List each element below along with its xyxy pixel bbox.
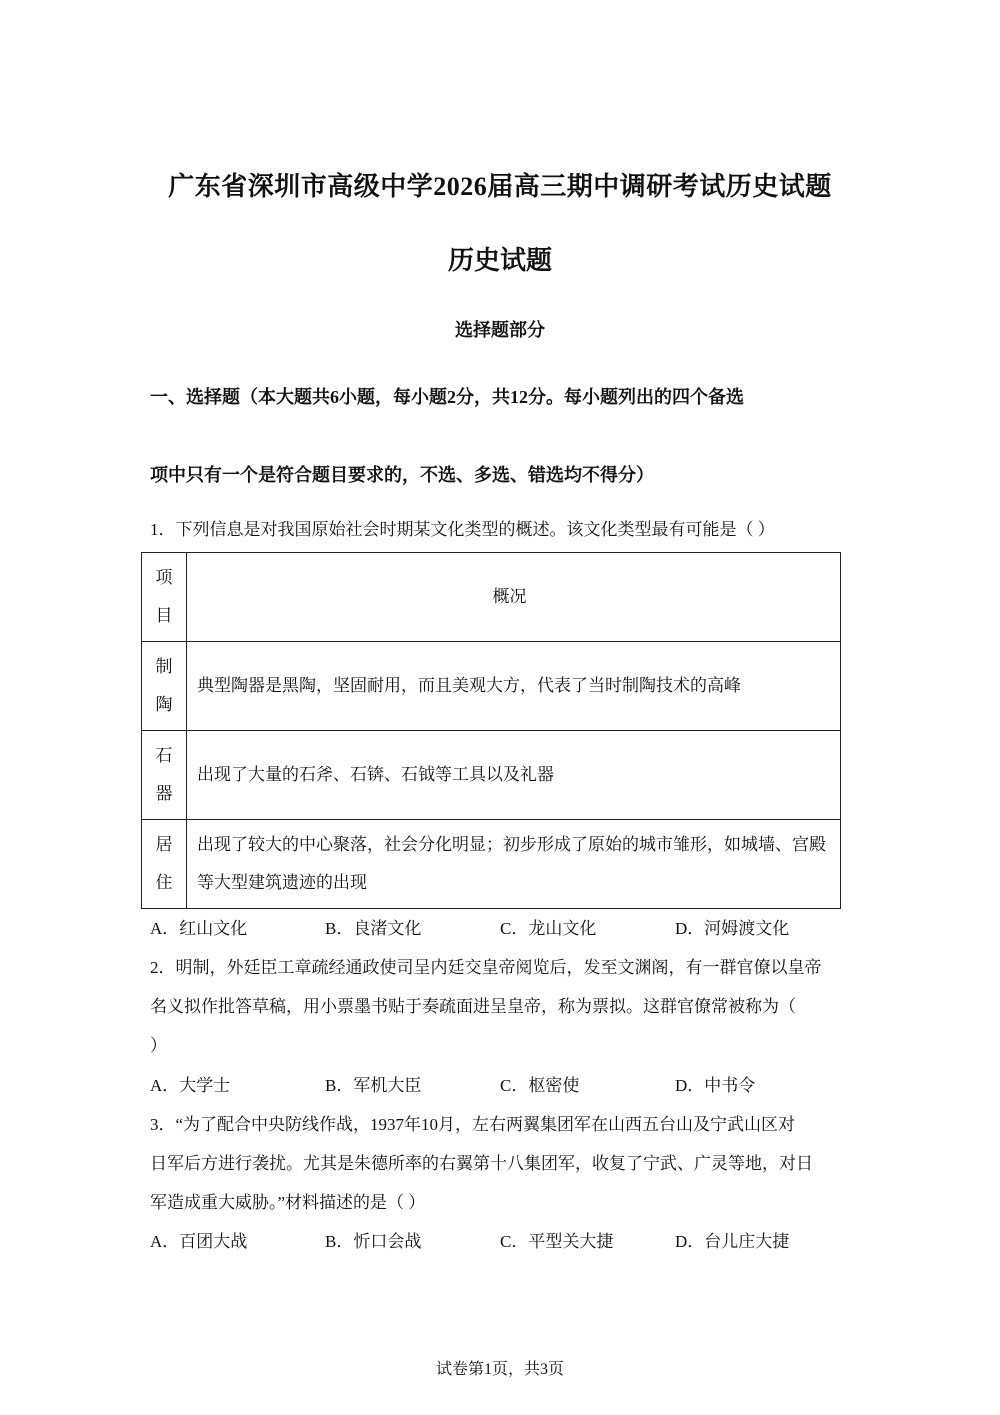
instructions-line-2: 项中只有一个是符合题目要求的，不选、多选、错选均不得分）	[150, 465, 654, 485]
document-subtitle: 历史试题	[447, 246, 552, 275]
table-row-key	[142, 731, 187, 820]
table-header-key	[142, 553, 187, 642]
question-1-stem: 1．下列信息是对我国原始社会时期某文化类型的概述。该文化类型最有可能是（ ）	[150, 520, 775, 539]
question-3-stem-line: 3．“为了配合中央防线作战，1937年10月，左右两翼集团军在山西五台山及宁武山区对	[150, 1115, 796, 1134]
table-row-value: 出现了较大的中心聚落，社会分化明显；初步形成了原始的城市雏形，如城墙、宫殿等大型建筑遗迹的出现	[187, 820, 841, 909]
option-a: A．红山文化	[150, 919, 248, 938]
option-c: C．平型关大捷	[500, 1232, 614, 1251]
option-c: C．枢密使	[500, 1076, 580, 1095]
option-d: D．中书令	[675, 1076, 756, 1095]
document-title: 广东省深圳市高级中学2026届高三期中调研考试历史试题	[168, 172, 832, 201]
option-b: B．军机大臣	[325, 1076, 422, 1095]
question-2-stem-line: ）	[150, 1036, 167, 1055]
table-row	[142, 820, 841, 909]
table-header-value: 概况	[187, 553, 841, 642]
table-row	[142, 642, 841, 731]
option-d: D．河姆渡文化	[675, 919, 790, 938]
table-row-value: 典型陶器是黑陶，坚固耐用，而且美观大方，代表了当时制陶技术的高峰	[187, 642, 841, 731]
question-3-stem-line: 日军后方进行袭扰。尤其是朱德所率的右翼第十八集团军，收复了宁武、广灵等地，对日	[150, 1154, 813, 1173]
instructions-line-1: 一、选择题（本大题共6小题，每小题2分，共12分。每小题列出的四个备选	[150, 387, 744, 407]
table-row-key-text: 居住	[155, 835, 173, 892]
question-2-stem-line: 2．明制，外廷臣工章疏经通政使司呈内廷交皇帝阅览后，发至文渊阁，有一群官僚以皇帝	[150, 958, 822, 977]
table-row-key-text: 制陶	[155, 657, 173, 714]
table-row-key	[142, 820, 187, 909]
table-row	[142, 731, 841, 820]
option-b: B．忻口会战	[325, 1232, 422, 1251]
question-2-stem-line: 名义拟作批答草稿，用小票墨书贴于奏疏面进呈皇帝，称为票拟。这群官僚常被称为（	[150, 997, 796, 1016]
table-row-key-text: 石器	[155, 746, 173, 803]
option-a: A．大学士	[150, 1076, 231, 1095]
table-header-row	[142, 553, 841, 642]
table-row-key	[142, 642, 187, 731]
option-d: D．台儿庄大捷	[675, 1232, 790, 1251]
option-a: A．百团大战	[150, 1232, 248, 1251]
table-row-value: 出现了大量的石斧、石锛、石钺等工具以及礼器	[187, 731, 841, 820]
section-title: 选择题部分	[455, 320, 545, 340]
table-header-key-text: 项目	[155, 568, 173, 625]
option-c: C．龙山文化	[500, 919, 597, 938]
page-footer: 试卷第1页，共3页	[435, 1361, 564, 1378]
question-1-table	[141, 552, 841, 909]
question-3-stem-line: 军造成重大威胁。”材料描述的是（ ）	[150, 1193, 426, 1212]
option-b: B．良渚文化	[325, 919, 422, 938]
